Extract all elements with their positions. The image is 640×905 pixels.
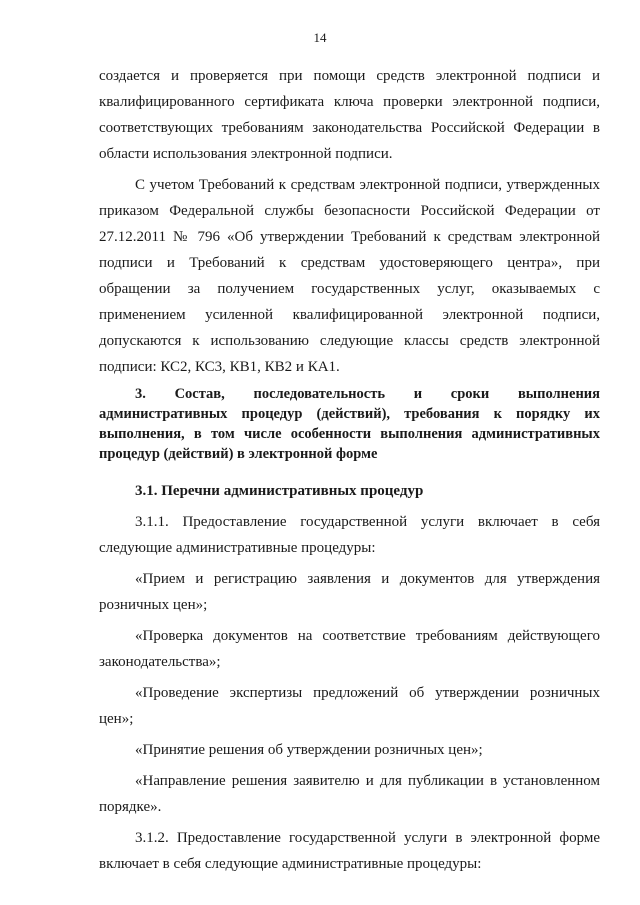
subsection-heading: 3.1. Перечни административных процедур <box>135 483 424 499</box>
list-item-reception: «Прием и регистрацию заявления и документов для утверждения розничных цен»; <box>99 571 600 613</box>
list-item-expertise: «Проведение экспертизы предложений об утверждении розничных цен»; <box>99 685 600 727</box>
paragraph-procedures-intro: 3.1.1. Предоставление государственной услуги включает в себя следующие административные процедуры: <box>99 514 600 556</box>
page-number: 14 <box>313 30 327 45</box>
paragraph-signature-verification: создается и проверяется при помощи средств электронной подписи и квалифицированного сертификата ключа проверки электронной подписи, соответствующих требованиям законодательства Российской Федерации в области использования электронной подписи. <box>99 68 600 162</box>
list-item-document-check: «Проверка документов на соответствие требованиям действующего законодательства»; <box>99 628 600 670</box>
section-heading: 3. Состав, последовательность и сроки выполнения административных процедур (действий), требования к порядку их выполнения, в том числе особенности выполнения административных процедур (действий) в электронной форме <box>99 386 600 462</box>
list-item-decision: «Принятие решения об утверждении розничных цен»; <box>135 742 483 758</box>
list-item-sending-decision: «Направление решения заявителю и для публикации в установленном порядке». <box>99 773 600 815</box>
paragraph-signature-classes: С учетом Требований к средствам электронной подписи, утвержденных приказом Федеральной службы безопасности Российской Федерации от 27.12.2011 № 796 «Об утверждении Требований к средствам электронной подписи и Требований к средствам удостоверяющего центра», при обращении за получением государственных услуг, оказываемых с применением усиленной квалифицированной электронной подписи, допускаются к использованию следующие классы средств электронной подписи: КС2, КС3, КВ1, КВ2 и КА1. <box>99 177 600 375</box>
page-content <box>99 63 600 877</box>
paragraph-electronic-procedures: 3.1.2. Предоставление государственной услуги в электронной форме включает в себя следующие административные процедуры: <box>99 830 600 872</box>
